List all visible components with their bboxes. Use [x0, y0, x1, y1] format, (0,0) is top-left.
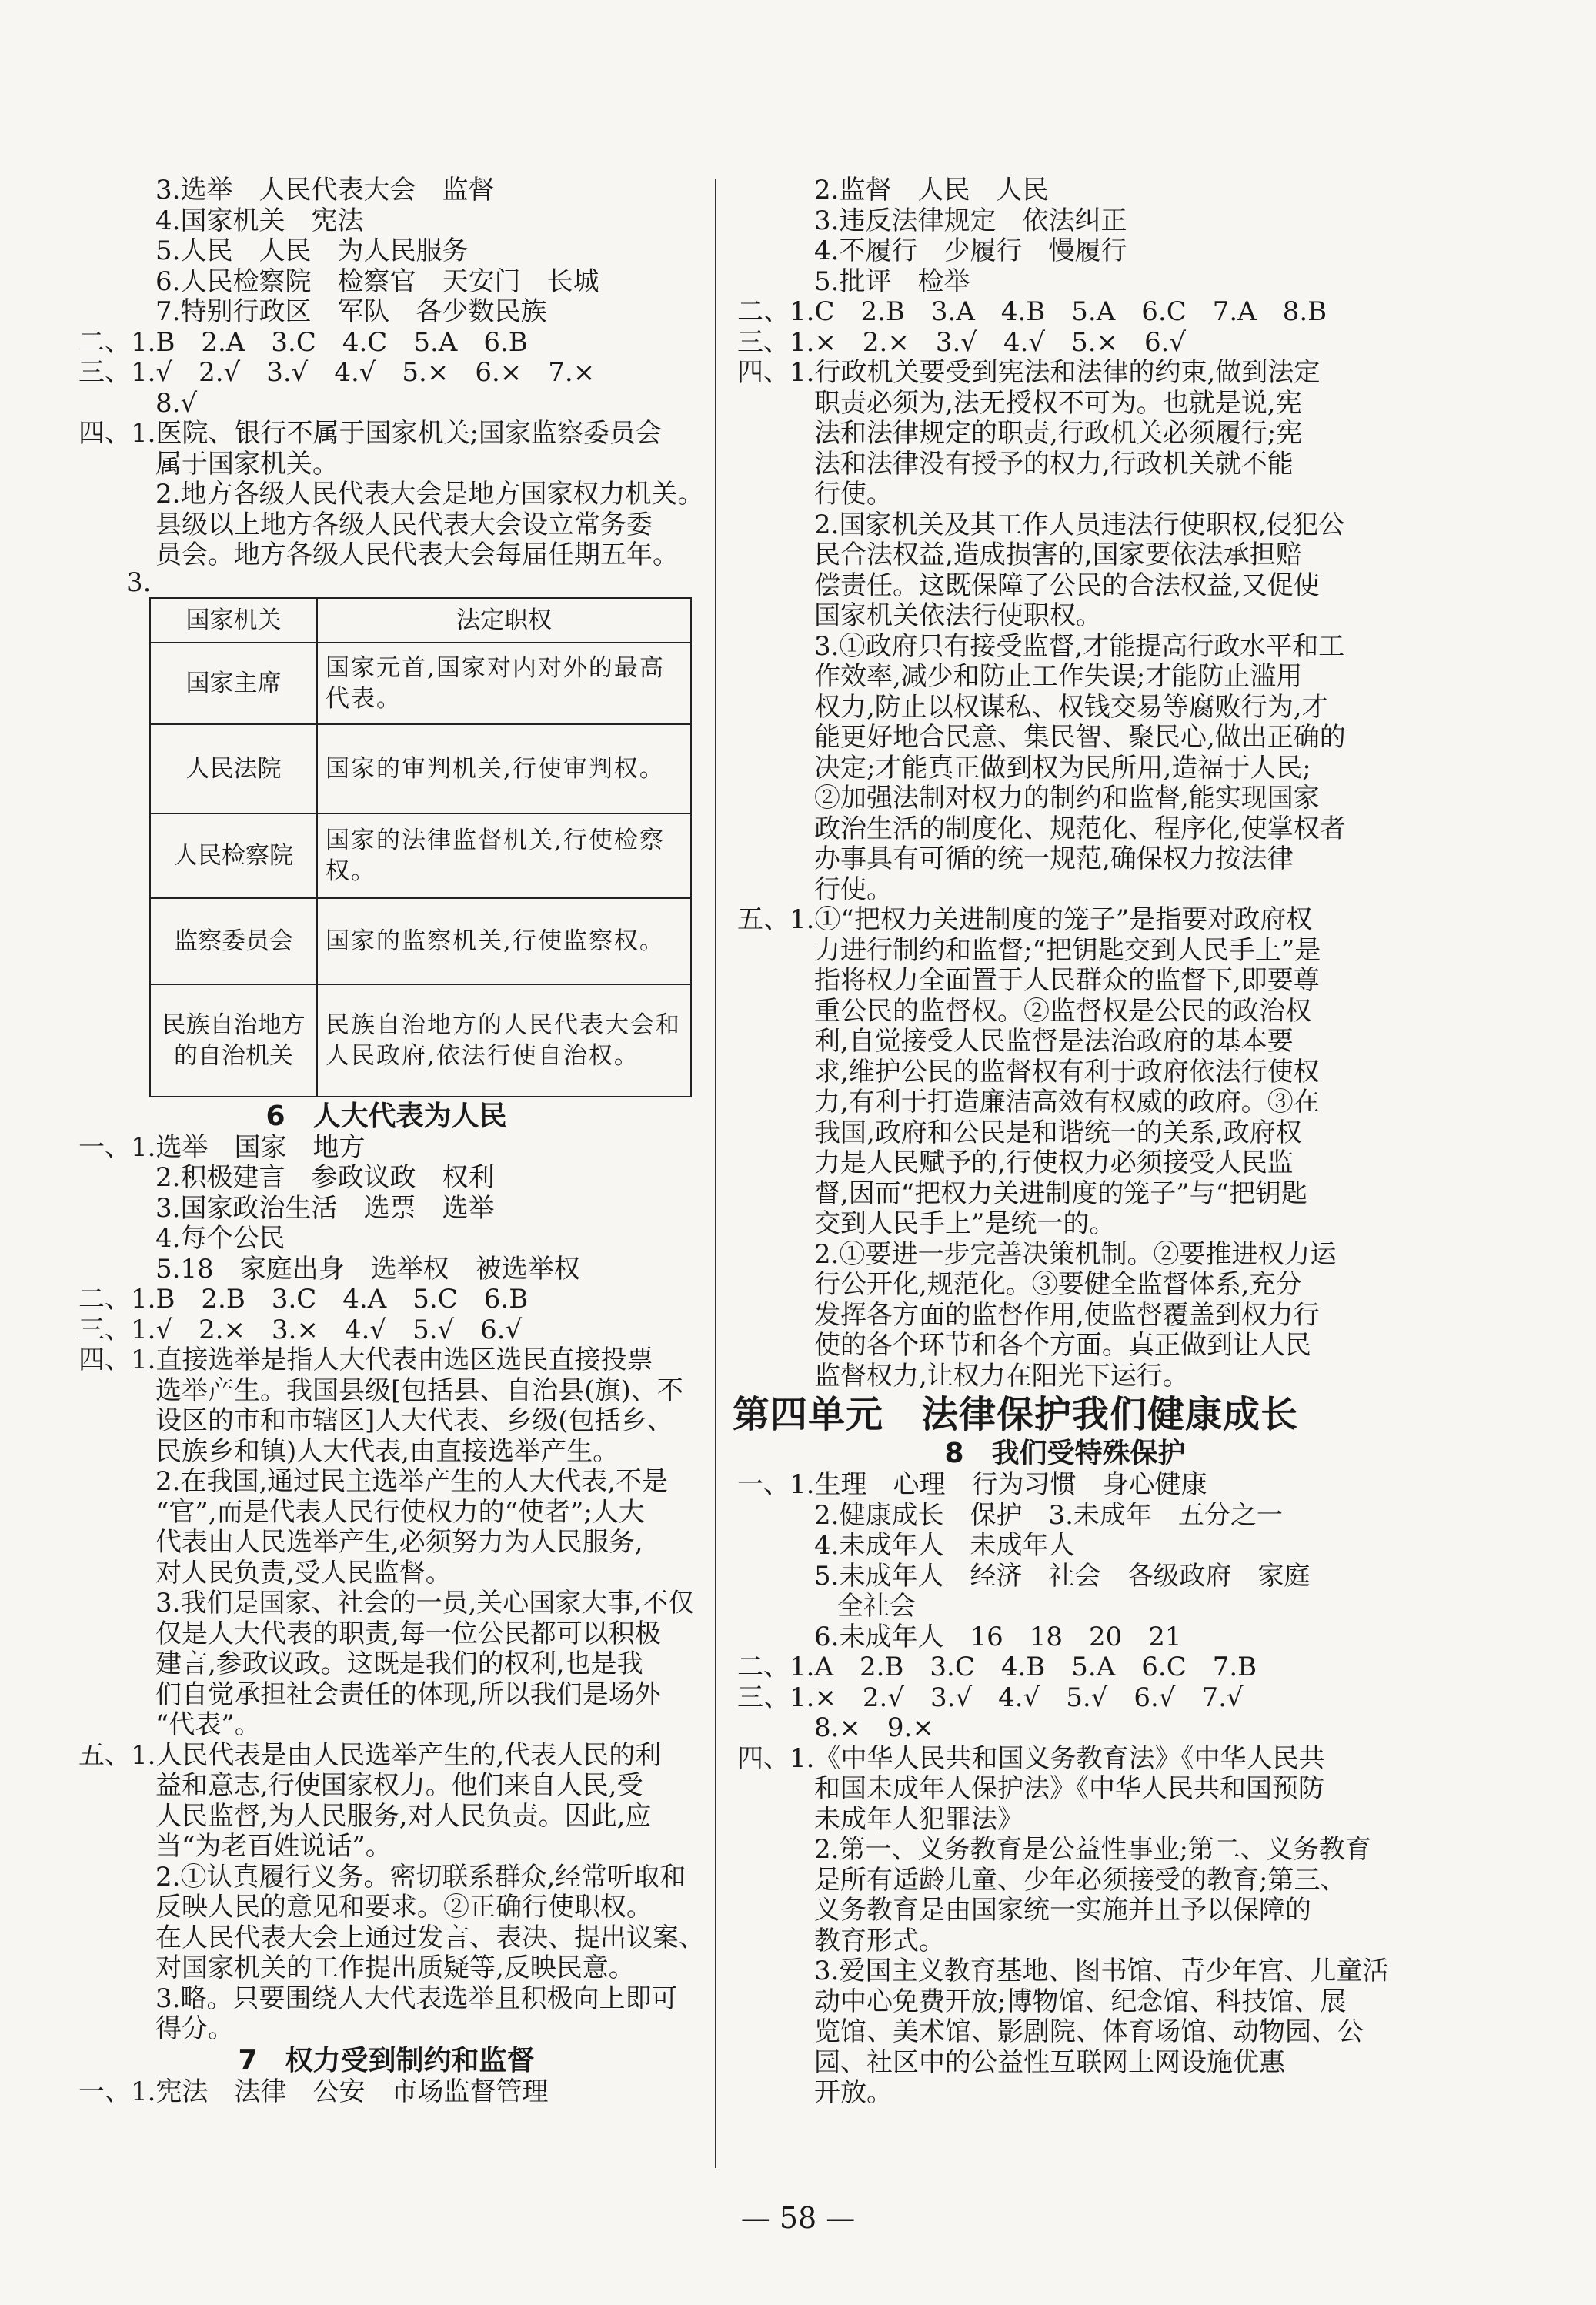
state-organs-table: [149, 597, 692, 1097]
answer-line: 力,有利于打造廉洁高效有权威的政府。③在: [814, 1087, 1320, 1117]
answer-line: 二、1.B 2.B 3.C 4.A 5.C 6.B: [78, 1284, 529, 1315]
answer-line: 四、1.医院、银行不属于国家机关;国家监察委员会: [78, 418, 662, 449]
answer-line: 办事具有可循的统一规范,确保权力按法律: [814, 843, 1294, 874]
answer-line: 5.人民 人民 为人民服务: [155, 236, 469, 266]
answer-line: 三、1.√ 2.√ 3.√ 4.√ 5.× 6.× 7.×: [78, 357, 596, 388]
answer-line: 对人民负责,受人民监督。: [155, 1557, 452, 1588]
table-header: 法定职权: [317, 598, 691, 643]
table-cell-duty: 国家元首,国家对内对外的最高代表。: [317, 643, 691, 724]
answer-line: 3.略。只要围绕人大代表选举且积极向上即可: [155, 1983, 678, 2014]
answer-line: 教育形式。: [814, 1925, 945, 1956]
table-row: [150, 724, 691, 813]
answer-line: 5.18 家庭出身 选举权 被选举权: [155, 1253, 580, 1284]
answer-line: 职责必须为,法无授权不可为。也就是说,宪: [814, 387, 1302, 419]
table-cell-org: 国家主席: [150, 643, 317, 724]
table-cell-org: 人民检察院: [150, 813, 317, 898]
answer-line: 县级以上地方各级人民代表大会设立常务委: [155, 509, 653, 540]
section-title: 7 权力受到制约和监督: [238, 2044, 535, 2076]
answer-line: 是所有适龄儿童、少年必须接受的教育;第三、: [814, 1864, 1347, 1896]
answer-line: 四、1.行政机关要受到宪法和法律的约束,做到法定: [737, 357, 1321, 388]
answer-line: 2.积极建言 参政议政 权利: [155, 1162, 495, 1193]
answer-line: 属于国家机关。: [155, 448, 339, 479]
answer-line: 四、1.《中华人民共和国义务教育法》《中华人民共: [737, 1742, 1325, 1774]
answer-line: 4.不履行 少履行 慢履行: [814, 236, 1127, 266]
answer-line: 力进行制约和监督;“把钥匙交到人民手上”是: [814, 934, 1321, 966]
table-cell-org: 民族自治地方的自治机关: [150, 984, 317, 1097]
left-column: [78, 175, 705, 2107]
answer-line: 五、1.①“把权力关进制度的笼子”是指要对政府权: [737, 904, 1313, 935]
answer-line: 决定;才能真正做到权为民所用,造福于人民;: [814, 752, 1311, 783]
answer-line: 督,因而“把权力关进制度的笼子”与“把钥匙: [814, 1178, 1307, 1209]
answer-line: 仅是人大代表的职责,每一位公民都可以积极: [155, 1618, 661, 1649]
table-cell-duty: 国家的审判机关,行使审判权。: [317, 724, 691, 813]
answer-line: 一、1.生理 心理 行为习惯 身心健康: [737, 1469, 1207, 1500]
answer-line: 3.选举 人民代表大会 监督: [155, 175, 495, 205]
answer-line: 8.√: [155, 387, 198, 419]
unit-title: 第四单元 法律保护我们健康成长: [733, 1393, 1299, 1436]
column-divider: [715, 179, 716, 2168]
answer-line: 行使。: [814, 479, 893, 509]
table-row: [150, 898, 691, 984]
answer-line: 3.: [126, 566, 152, 598]
answer-line: 发挥各方面的监督作用,使监督覆盖到权力行: [814, 1299, 1320, 1331]
answer-line: 国家机关依法行使职权。: [814, 600, 1102, 631]
answer-line: 权力,防止以权谋私、权钱交易等腐败行为,才: [814, 691, 1328, 723]
answer-line: 4.未成年人 未成年人: [814, 1530, 1075, 1561]
answer-line: 未成年人犯罪法》: [814, 1803, 1023, 1835]
answer-line: 得分。: [155, 2013, 234, 2044]
table-row: [150, 643, 691, 724]
answer-line: 开放。: [814, 2077, 893, 2108]
answer-line: 选举产生。我国县级[包括县、自治县(旗)、不: [155, 1375, 683, 1406]
answer-line: 二、1.B 2.A 3.C 4.C 5.A 6.B: [78, 326, 528, 358]
answer-line: 和国未成年人保护法》《中华人民共和国预防: [814, 1773, 1324, 1804]
answer-line: 义务教育是由国家统一实施并且予以保障的: [814, 1895, 1311, 1926]
answer-line: 建言,参政议政。这既是我们的权利,也是我: [155, 1649, 643, 1679]
answer-line: 在人民代表大会上通过发言、表决、提出议案、: [155, 1922, 705, 1953]
answer-line: 3.爱国主义教育基地、图书馆、青少年宫、儿童活: [814, 1956, 1389, 1986]
answer-line: 5.未成年人 经济 社会 各级政府 家庭: [814, 1560, 1311, 1592]
answer-line: ②加强法制对权力的制约和监督,能实现国家: [814, 783, 1320, 813]
table-row: [150, 984, 691, 1097]
answer-line: 2.第一、义务教育是公益性事业;第二、义务教育: [814, 1834, 1371, 1865]
answer-line: 8.× 9.×: [814, 1712, 934, 1743]
answer-line: 能更好地合民意、集民智、聚民心,做出正确的: [814, 722, 1346, 753]
answer-line: 监督权力,让权力在阳光下运行。: [814, 1360, 1189, 1391]
answer-line: 四、1.直接选举是指人大代表由选区选民直接投票: [78, 1345, 653, 1375]
answer-line: 使的各个环节和各个方面。真正做到让人民: [814, 1330, 1311, 1361]
section-title: 8 我们受特殊保护: [944, 1438, 1186, 1469]
table-cell-org: 人民法院: [150, 724, 317, 813]
right-column: [733, 175, 1393, 2109]
table-cell-duty: 民族自治地方的人民代表大会和人民政府,依法行使自治权。: [317, 984, 691, 1097]
answer-line: 4.国家机关 宪法: [155, 205, 364, 236]
table-row: [150, 813, 691, 898]
answer-line: 3.①政府只有接受监督,才能提高行政水平和工: [814, 630, 1345, 662]
answer-line: 览馆、美术馆、影剧院、体育场馆、动物园、公: [814, 2016, 1364, 2047]
answer-line: 重公民的监督权。②监督权是公民的政治权: [814, 995, 1311, 1027]
answer-line: 三、1.× 2.× 3.√ 4.√ 5.× 6.√: [737, 326, 1187, 358]
answer-line: 动中心免费开放;博物馆、纪念馆、科技馆、展: [814, 1986, 1347, 2017]
answer-line: 2.①要进一步完善决策机制。②要推进权力运: [814, 1238, 1337, 1270]
answer-line: 力是人民赋予的,行使权力必须接受人民监: [814, 1147, 1294, 1178]
answer-line: 2.监督 人民 人民: [814, 175, 1049, 205]
table-header-row: [150, 598, 691, 643]
answer-line: 一、1.宪法 法律 公安 市场监督管理: [78, 2076, 549, 2107]
answer-line: 我国,政府和公民是和谐统一的关系,政府权: [814, 1117, 1302, 1148]
section-title: 6 人大代表为人民: [265, 1100, 507, 1132]
answer-line: 6.人民检察院 检察官 天安门 长城: [155, 266, 599, 297]
answer-line: 民合法权益,造成损害的,国家要依法承担赔: [814, 540, 1302, 570]
answer-line: 三、1.√ 2.× 3.× 4.√ 5.√ 6.√: [78, 1314, 523, 1345]
answer-line: 5.批评 检举: [814, 266, 970, 297]
answer-line: 2.①认真履行义务。密切联系群众,经常听取和: [155, 1861, 686, 1892]
answer-line: 3.违反法律规定 依法纠正: [814, 205, 1127, 236]
answer-line: 员会。地方各级人民代表大会每届任期五年。: [155, 540, 679, 570]
answer-line: 代表由人民选举产生,必须努力为人民服务,: [155, 1527, 643, 1558]
answer-line: 2.健康成长 保护 3.未成年 五分之一: [814, 1499, 1283, 1531]
answer-line: 法和法律规定的职责,行政机关必须履行;宪: [814, 418, 1303, 449]
answer-line: 求,维护公民的监督权有利于政府依法行使权: [814, 1056, 1320, 1087]
answer-line: 民族乡和镇)人大代表,由直接选举产生。: [155, 1435, 619, 1467]
answer-line: 政治生活的制度化、规范化、程序化,使掌权者: [814, 813, 1346, 844]
answer-line: 6.未成年人 16 18 20 21: [814, 1621, 1182, 1652]
answer-line: “代表”。: [155, 1709, 261, 1740]
answer-line: 五、1.人民代表是由人民选举产生的,代表人民的利: [78, 1739, 662, 1771]
answer-line: 人民监督,为人民服务,对人民负责。因此,应: [155, 1800, 652, 1832]
answer-line: 们自觉承担社会责任的体现,所以我们是场外: [155, 1679, 661, 1710]
answer-line: 7.特别行政区 军队 各少数民族: [155, 296, 547, 327]
answer-line: 指将权力全面置于人民群众的监督下,即要尊: [814, 965, 1320, 996]
answer-line: 交到人民手上”是统一的。: [814, 1208, 1116, 1239]
table-header: 国家机关: [150, 598, 317, 643]
answer-line: 三、1.× 2.√ 3.√ 4.√ 5.√ 6.√ 7.√: [737, 1682, 1244, 1713]
answer-line: 行使。: [814, 874, 893, 905]
answer-line: 当“为老百姓说话”。: [155, 1831, 392, 1862]
answer-line: 园、社区中的公益性互联网上网设施优惠: [814, 2046, 1285, 2078]
answer-line: 2.国家机关及其工作人员违法行使职权,侵犯公: [814, 509, 1345, 540]
answer-line: 3.我们是国家、社会的一员,关心国家大事,不仅: [155, 1588, 695, 1619]
answer-line: 偿责任。这既保障了公民的合法权益,又促使: [814, 570, 1320, 601]
table-cell-duty: 国家的法律监督机关,行使检察权。: [317, 813, 691, 898]
answer-line: 2.在我国,通过民主选举产生的人大代表,不是: [155, 1466, 669, 1497]
answer-line: 一、1.选举 国家 地方: [78, 1131, 366, 1163]
answer-line: 对国家机关的工作提出质疑等,反映民意。: [155, 1953, 635, 1983]
table-cell-duty: 国家的监察机关,行使监察权。: [317, 898, 691, 984]
answer-line: 3.国家政治生活 选票 选举: [155, 1192, 495, 1224]
answer-line: 益和意志,行使国家权力。他们来自人民,受: [155, 1770, 643, 1801]
answer-line: 利,自觉接受人民监督是法治政府的基本要: [814, 1026, 1294, 1057]
answer-line: 行公开化,规范化。③要健全监督体系,充分: [814, 1269, 1302, 1300]
page-number: — 58 —: [740, 2201, 856, 2235]
answer-line: 4.每个公民: [155, 1223, 285, 1254]
answer-line: 设区的市和市辖区]人大代表、乡级(包括乡、: [155, 1405, 673, 1436]
answer-line: 全社会: [837, 1591, 916, 1622]
answer-line: 二、1.A 2.B 3.C 4.B 5.A 6.C 7.B: [737, 1652, 1257, 1682]
answer-line: 二、1.C 2.B 3.A 4.B 5.A 6.C 7.A 8.B: [737, 296, 1327, 327]
table-cell-org: 监察委员会: [150, 898, 317, 984]
answer-line: “官”,而是代表人民行使权力的“使者”;人大: [155, 1496, 645, 1528]
answer-line: 作效率,减少和防止工作失误;才能防止滥用: [814, 661, 1303, 692]
answer-line: 法和法律没有授予的权力,行政机关就不能: [814, 448, 1294, 479]
answer-line: 2.地方各级人民代表大会是地方国家权力机关。: [155, 479, 704, 509]
answer-line: 反映人民的意见和要求。②正确行使职权。: [155, 1892, 653, 1923]
